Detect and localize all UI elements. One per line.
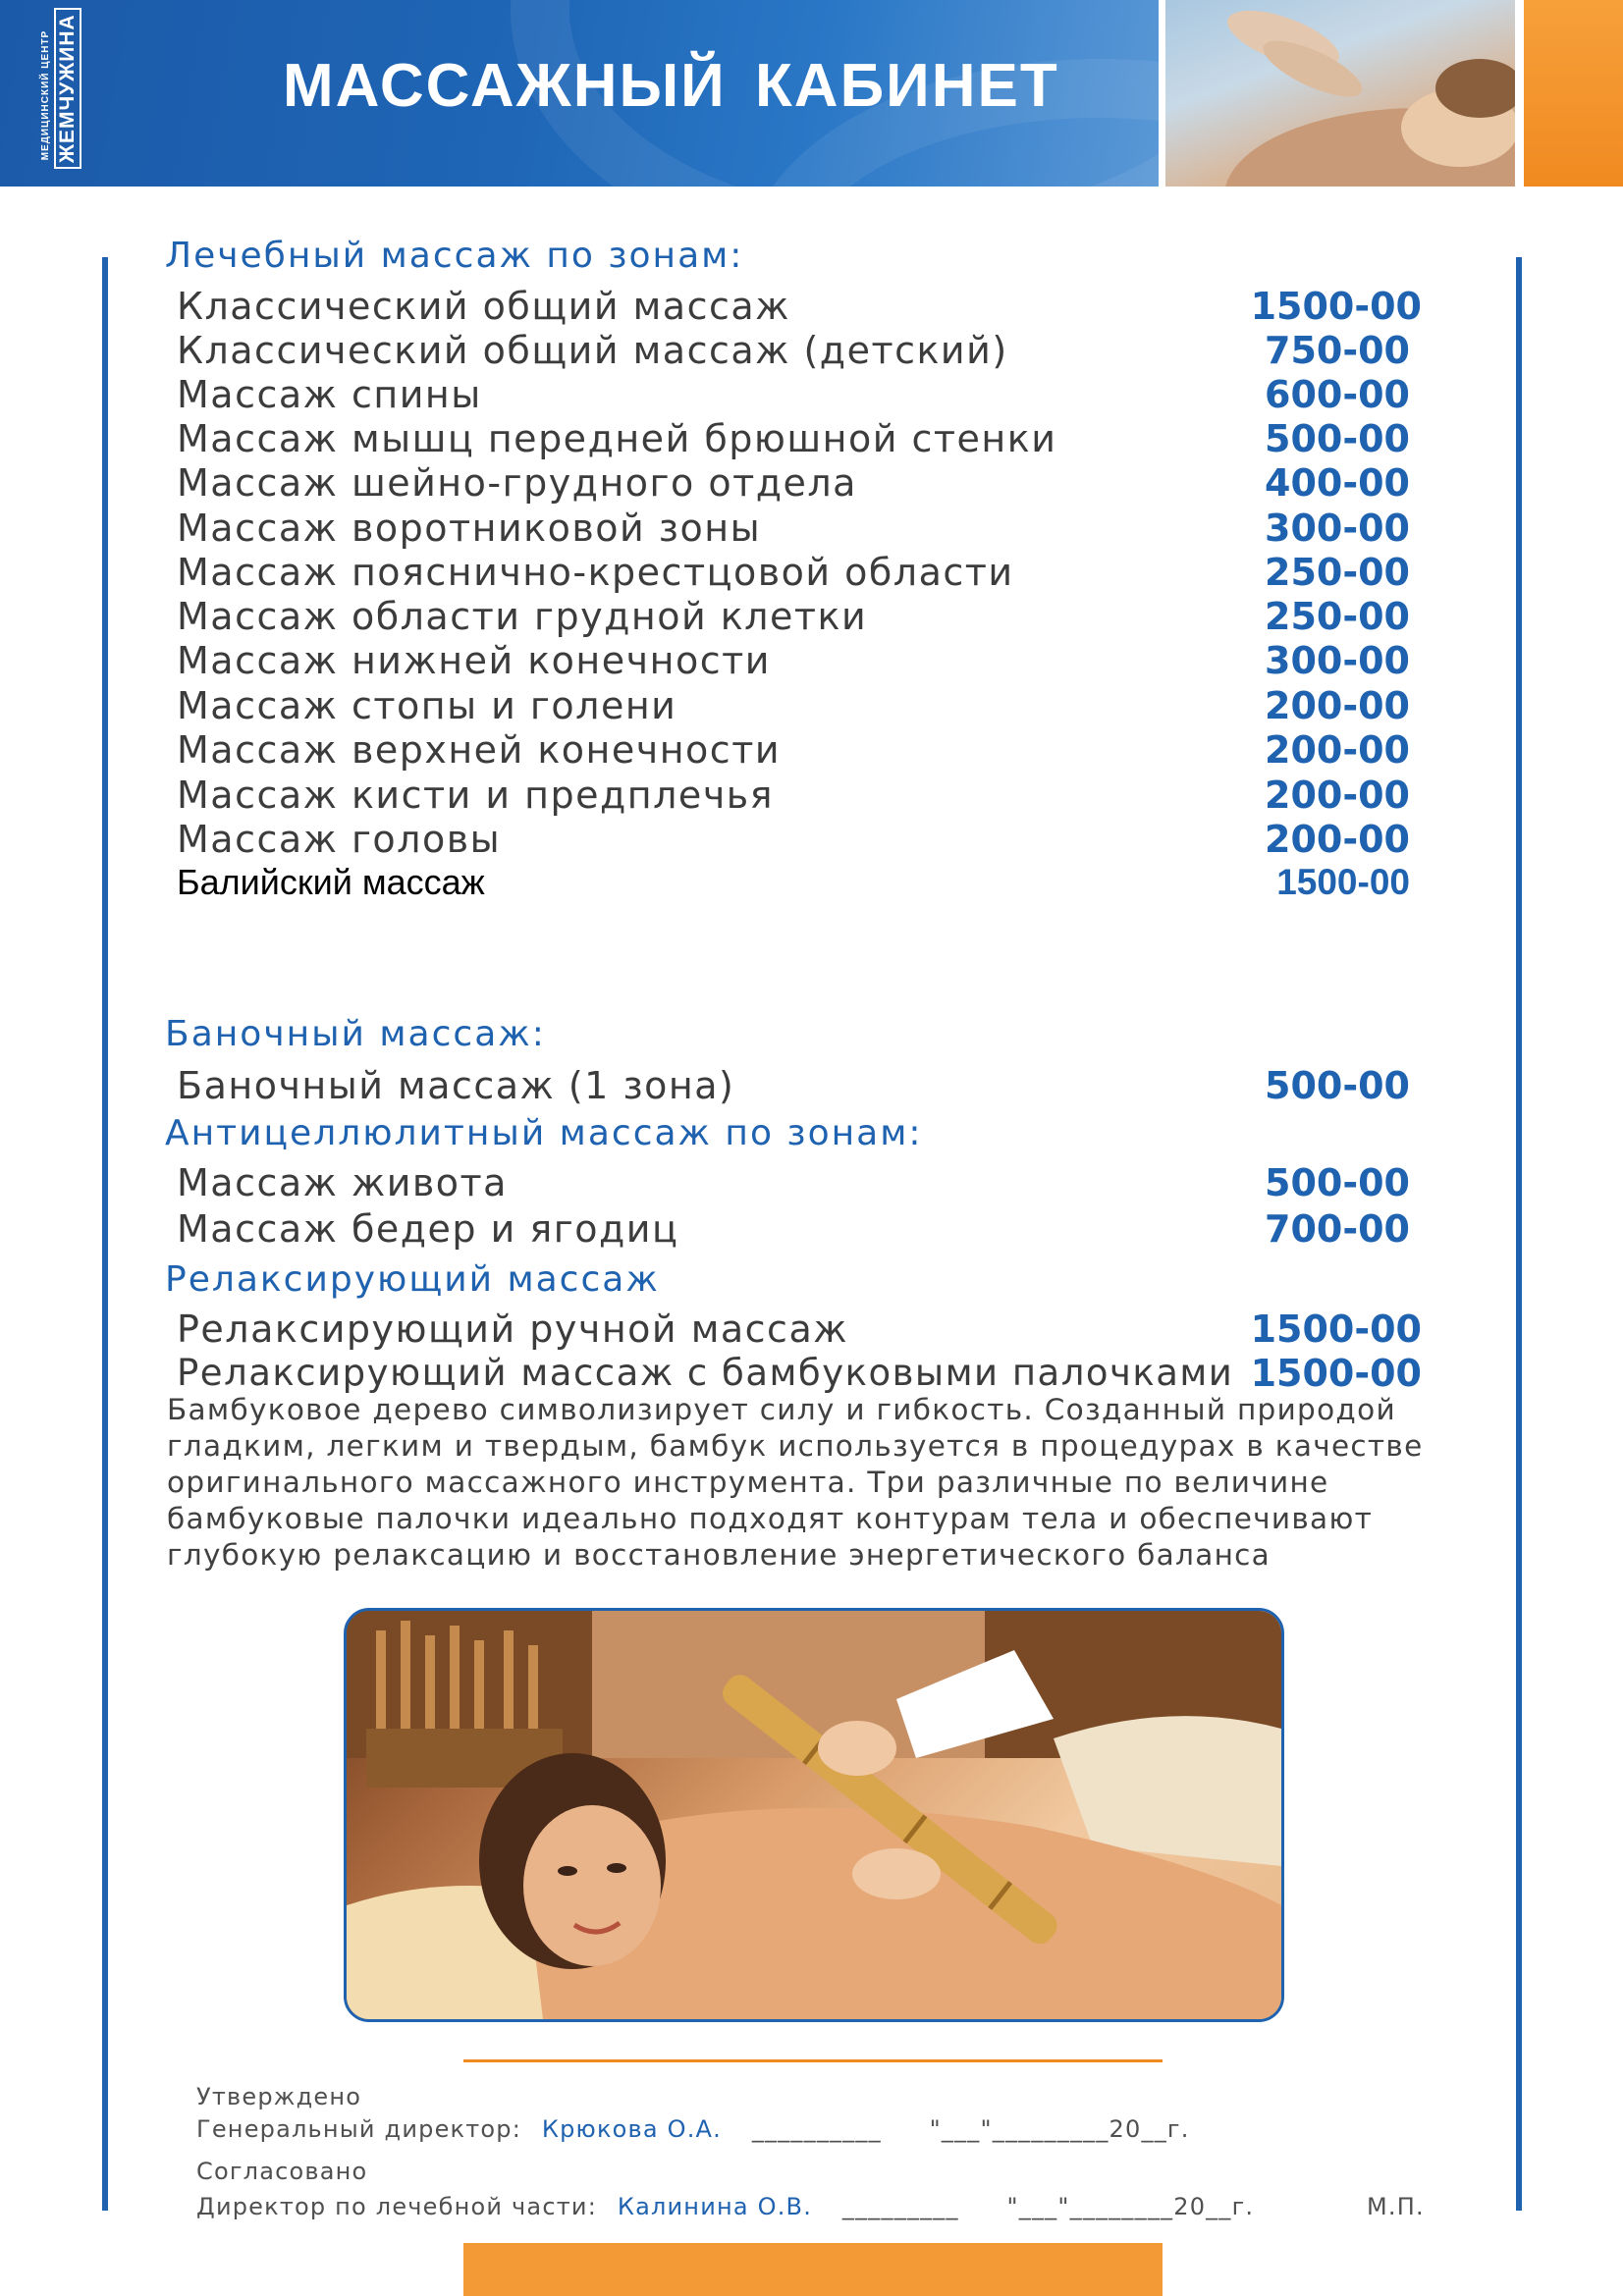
service-price: 200-00 bbox=[1265, 684, 1410, 727]
service-name: Массаж кисти и предплечья bbox=[177, 774, 775, 817]
service-name: Массаж области грудной клетки bbox=[177, 595, 868, 638]
page-title: МАССАЖНЫЙ КАБИНЕТ bbox=[283, 52, 1059, 120]
price-row bbox=[177, 862, 1410, 907]
service-name: Массаж бедер и ягодиц bbox=[177, 1207, 679, 1251]
price-row bbox=[177, 551, 1410, 596]
description-line: бамбуковые палочки идеально подходят контурам тела и обеспечивают bbox=[167, 1502, 1374, 1535]
price-row bbox=[177, 639, 1410, 684]
header-orange-accent bbox=[1524, 0, 1623, 187]
service-price: 500-00 bbox=[1265, 1064, 1410, 1107]
price-row bbox=[177, 329, 1410, 374]
service-name: Массаж мышц передней брюшной стенки bbox=[177, 417, 1057, 460]
header-banner bbox=[0, 0, 1159, 187]
service-price: 1500-00 bbox=[1250, 1308, 1422, 1351]
price-row bbox=[177, 774, 1410, 819]
price-row bbox=[177, 1308, 1422, 1353]
service-price: 250-00 bbox=[1265, 551, 1410, 594]
service-price: 250-00 bbox=[1265, 595, 1410, 638]
medical-director-sign-blank: _________ bbox=[841, 2193, 959, 2220]
medical-director-name: Калинина О.В. bbox=[617, 2193, 813, 2220]
footer-orange-bar bbox=[463, 2243, 1163, 2296]
service-price: 200-00 bbox=[1265, 774, 1410, 817]
service-price: 400-00 bbox=[1265, 461, 1410, 505]
description-line: глубокую релаксацию и восстановление энергетического баланса bbox=[167, 1538, 1271, 1572]
logo-subtitle: МЕДИЦИНСКИЙ ЦЕНТР bbox=[40, 29, 51, 161]
price-row bbox=[177, 461, 1410, 507]
service-price: 1500-00 bbox=[1250, 1352, 1422, 1395]
stamp-label: М.П. bbox=[1367, 2193, 1425, 2220]
service-name: Массаж воротниковой зоны bbox=[177, 507, 762, 550]
service-name: Релаксирующий массаж с бамбуковыми палочками bbox=[177, 1352, 1234, 1394]
service-name: Баночный массаж (1 зона) bbox=[177, 1064, 735, 1107]
description-line: Бамбуковое дерево символизирует силу и гибкость. Созданный природой bbox=[167, 1393, 1396, 1426]
service-price: 200-00 bbox=[1265, 728, 1410, 772]
service-price: 1500-00 bbox=[1276, 862, 1410, 902]
price-row bbox=[177, 373, 1410, 418]
service-price: 300-00 bbox=[1265, 639, 1410, 682]
service-name: Массаж живота bbox=[177, 1161, 508, 1204]
price-row bbox=[177, 285, 1422, 330]
header-massage-photo bbox=[1165, 0, 1515, 187]
right-border-line bbox=[1516, 257, 1522, 2211]
service-price: 700-00 bbox=[1265, 1207, 1410, 1251]
description-line: гладким, легким и твердым, бамбук используется в процедурах в качестве bbox=[167, 1429, 1424, 1463]
general-director-sign-blank: __________ bbox=[751, 2115, 882, 2143]
service-name: Массаж головы bbox=[177, 818, 502, 861]
general-director-name: Крюкова О.А. bbox=[541, 2115, 722, 2143]
service-name: Массаж стопы и голени bbox=[177, 684, 677, 727]
price-row bbox=[177, 728, 1410, 774]
price-row bbox=[177, 818, 1410, 863]
bamboo-massage-photo bbox=[344, 1608, 1284, 2022]
section-heading-anticellulite: Антицеллюлитный массаж по зонам: bbox=[165, 1113, 923, 1153]
service-name: Массаж пояснично-крестцовой области bbox=[177, 551, 1014, 594]
general-director-label: Генеральный директор: bbox=[196, 2115, 522, 2143]
bamboo-massage-description bbox=[167, 1392, 1424, 1574]
service-price: 750-00 bbox=[1265, 329, 1410, 372]
service-name: Балийский массаж bbox=[177, 862, 485, 902]
service-name: Классический общий массаж bbox=[177, 285, 790, 328]
service-price: 500-00 bbox=[1265, 1161, 1410, 1204]
service-name: Массаж верхней конечности bbox=[177, 728, 782, 772]
approved-label: Утверждено bbox=[196, 2083, 362, 2110]
section-heading-therapeutic: Лечебный массаж по зонам: bbox=[165, 236, 744, 276]
service-price: 200-00 bbox=[1265, 818, 1410, 861]
section-heading-relaxing: Релаксирующий массаж bbox=[165, 1259, 660, 1300]
price-row bbox=[177, 417, 1410, 462]
price-row bbox=[177, 1207, 1410, 1253]
general-director-date-blank: "___"_________20__г. bbox=[929, 2115, 1190, 2143]
description-line: оригинального массажного инструмента. Три различные по величине bbox=[167, 1466, 1329, 1499]
service-price: 300-00 bbox=[1265, 507, 1410, 550]
service-name: Классический общий массаж (детский) bbox=[177, 329, 1008, 372]
medical-director-label: Директор по лечебной части: bbox=[196, 2193, 597, 2220]
price-row bbox=[177, 684, 1410, 729]
service-price: 600-00 bbox=[1265, 373, 1410, 416]
price-row bbox=[177, 1064, 1410, 1109]
service-name: Массаж спины bbox=[177, 373, 482, 416]
logo-name: ЖЕМЧУЖИНА bbox=[54, 8, 81, 169]
price-row bbox=[177, 507, 1410, 552]
service-price: 1500-00 bbox=[1250, 285, 1422, 328]
price-row bbox=[177, 1352, 1422, 1397]
clinic-logo bbox=[40, 14, 98, 169]
footer-divider bbox=[463, 2059, 1163, 2062]
service-name: Массаж шейно-грудного отдела bbox=[177, 461, 857, 505]
medical-director-date-blank: "___"________20__г. bbox=[1006, 2193, 1255, 2220]
service-name: Массаж нижней конечности bbox=[177, 639, 771, 682]
price-row bbox=[177, 595, 1410, 640]
left-border-line bbox=[102, 257, 108, 2211]
medical-director-signature-line bbox=[196, 2193, 1254, 2220]
service-price: 500-00 bbox=[1265, 417, 1410, 460]
agreed-label: Согласовано bbox=[196, 2158, 368, 2185]
price-row bbox=[177, 1161, 1410, 1206]
section-heading-cupping: Баночный массаж: bbox=[165, 1014, 546, 1054]
general-director-signature-line bbox=[196, 2115, 1190, 2143]
service-name: Релаксирующий ручной массаж bbox=[177, 1308, 848, 1351]
